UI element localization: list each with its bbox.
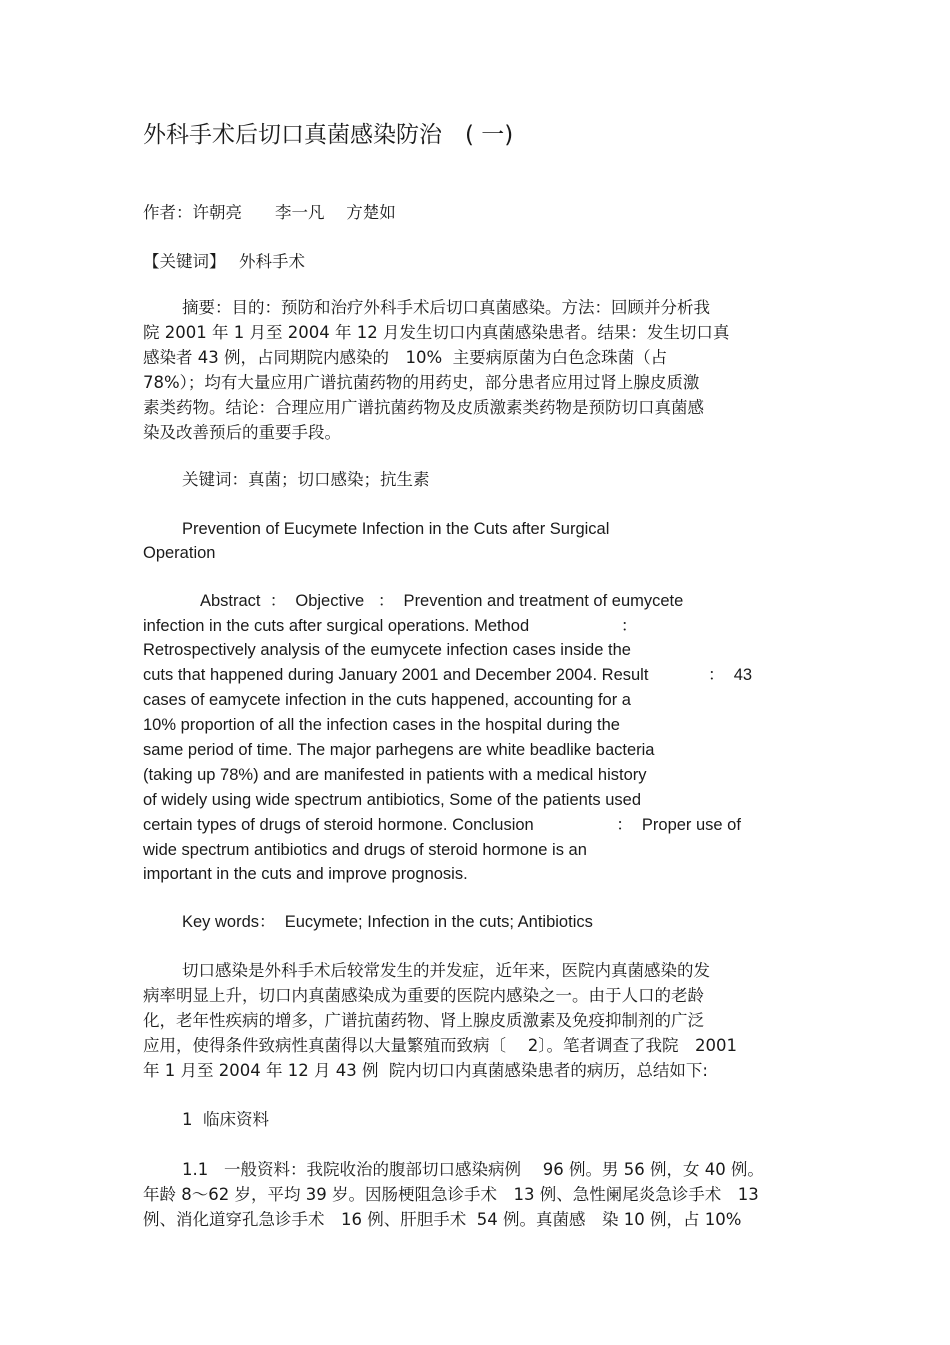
abstract-cn-line: 感染者 43 例，占同期院内感染的 10% 主要病原菌为白色念珠菌（占 [143,348,668,367]
abstract-en-line: infection in the cuts after surgical operations. Method ： [143,617,638,635]
keywords-cn: 关键词：真菌；切口感染；抗生素 [182,470,430,489]
title-en-line: Operation [143,544,216,562]
abstract-en-line: Retrospectively analysis of the eumycete infection cases inside the [143,641,631,659]
abstract-cn-line: 摘要：目的：预防和治疗外科手术后切口真菌感染。方法：回顾并分析我 [182,298,710,317]
authors-line: 作者：许朝亮 李一凡 方楚如 [143,203,396,222]
keywords-en: Key words： Eucymete; Infection in the cuts; Antibiotics [182,913,593,931]
section-1-1-line: 年龄 8～62 岁，平均 39 岁。因肠梗阻急诊手术 13 例、急性阑尾炎急诊手术 13 [143,1185,759,1204]
abstract-en-line: important in the cuts and improve prognosis. [143,865,468,883]
abstract-en-line: (taking up 78%) and are manifested in patients with a medical history [143,766,647,784]
section-1-1-line: 1.1 一般资料：我院收治的腹部切口感染病例 96 例。男 56 例，女 40 例。 [182,1160,764,1179]
abstract-en-line: Abstract ： Objective ： Prevention and treatment of eumycete [200,592,684,610]
abstract-en-line: certain types of drugs of steroid hormone. Conclusion ： Proper use of [143,816,741,834]
abstract-cn-line: 院 2001 年 1 月至 2004 年 12 月发生切口内真菌感染患者。结果：发生切口真 [143,323,730,342]
intro-line: 病率明显上升，切口内真菌感染成为重要的医院内感染之一。由于人口的老龄 [143,986,704,1005]
abstract-cn-line: 染及改善预后的重要手段。 [143,423,341,442]
abstract-en-line: cases of eamycete infection in the cuts happened, accounting for a [143,691,631,709]
abstract-cn-line: 78%）；均有大量应用广谱抗菌药物的用药史，部分患者应用过肾上腺皮质激 [143,373,700,392]
intro-line: 年 1 月至 2004 年 12 月 43 例 院内切口内真菌感染患者的病历，总结如下: [143,1061,708,1080]
section-1-1-line: 例、消化道穿孔急诊手术 16 例、肝胆手术 54 例。真菌感 染 10 例，占 10% [143,1210,742,1229]
abstract-en-line: same period of time. The major parhegens are white beadlike bacteria [143,741,655,759]
title-en-line: Prevention of Eucymete Infection in the Cuts after Surgical [182,520,610,538]
abstract-cn-line: 素类药物。结论：合理应用广谱抗菌药物及皮质激素类药物是预防切口真菌感 [143,398,704,417]
abstract-en-line: cuts that happened during January 2001 and December 2004. Result ： 43 [143,666,753,684]
intro-line: 应用，使得条件致病性真菌得以大量繁殖而致病〔 2〕。笔者调查了我院 2001 [143,1036,737,1055]
intro-line: 切口感染是外科手术后较常发生的并发症，近年来，医院内真菌感染的发 [182,961,710,980]
abstract-en-line: wide spectrum antibiotics and drugs of steroid hormone is an [143,841,587,859]
abstract-en-line: 10% proportion of all the infection cases in the hospital during the [143,716,620,734]
intro-line: 化，老年性疾病的增多，广谱抗菌药物、肾上腺皮质激素及免疫抑制剂的广泛 [143,1011,704,1030]
section-heading: 1 临床资料 [182,1110,269,1129]
document-title: 外科手术后切口真菌感染防治 ( 一) [143,122,514,148]
abstract-en-line: of widely using wide spectrum antibiotics, Some of the patients used [143,791,642,809]
keywords-header: 【关键词】 外科手术 [143,252,305,271]
